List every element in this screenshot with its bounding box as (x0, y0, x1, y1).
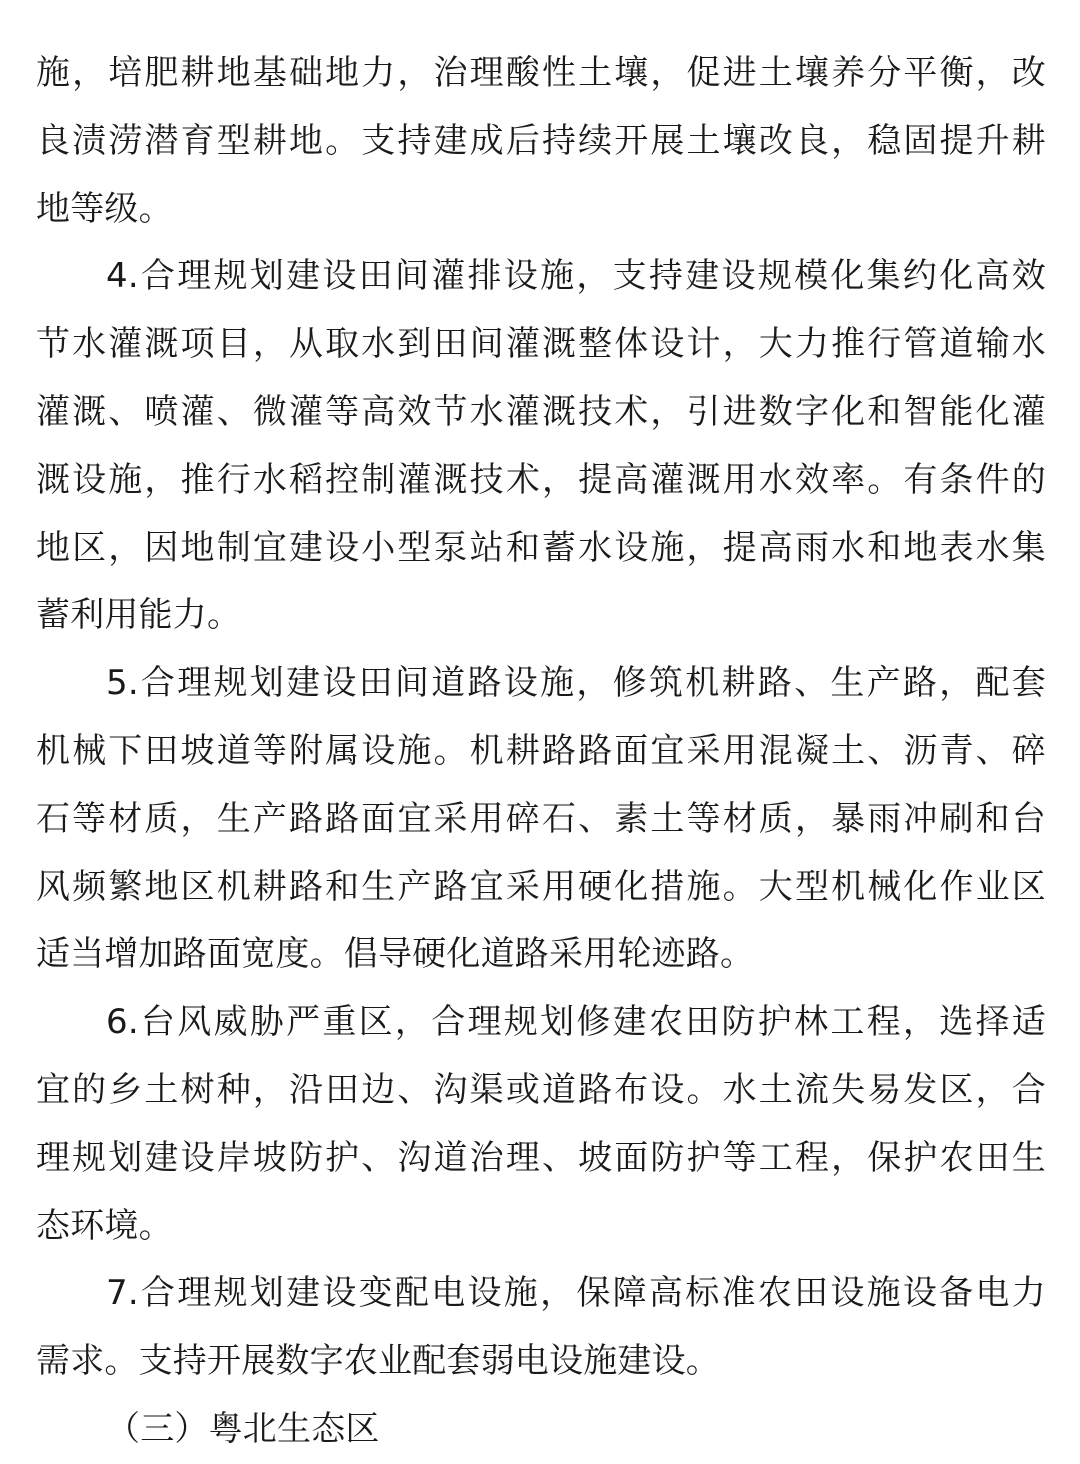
text-line: 需求。支持开展数字农业配套弱电设施建设。 (36, 1341, 720, 1382)
text-line: 蓄利用能力。 (36, 595, 242, 636)
text-line: 5.合理规划建设田间道路设施，修筑机耕路、生产路，配套 (106, 663, 1046, 704)
text-line: 灌溉、喷灌、微灌等高效节水灌溉技术，引进数字化和智能化灌 (36, 391, 1046, 432)
text-line: 良渍涝潜育型耕地。支持建成后持续开展土壤改良，稳固提升耕 (36, 120, 1046, 161)
section-heading (36, 1396, 1046, 1464)
text-line: 适当增加路面宽度。倡导硬化道路采用轮迹路。 (36, 934, 755, 975)
text-line: 地区，因地制宜建设小型泵站和蓄水设施，提高雨水和地表水集 (36, 527, 1046, 568)
text-line: 机械下田坡道等附属设施。机耕路路面宜采用混凝土、沥青、碎 (36, 730, 1046, 771)
text-line: 石等材质，生产路路面宜采用碎石、素土等材质，暴雨冲刷和台 (36, 798, 1046, 839)
paragraph-item-6 (36, 989, 1046, 1260)
document-page (36, 40, 1046, 1464)
paragraph-continuation (36, 40, 1046, 243)
text-line: 理规划建设岸坡防护、沟道治理、坡面防护等工程，保护农田生 (36, 1137, 1046, 1178)
text-line: 节水灌溉项目，从取水到田间灌溉整体设计，大力推行管道输水 (36, 324, 1046, 365)
heading-line: （三）粤北生态区 (106, 1408, 380, 1449)
text-line: 4.合理规划建设田间灌排设施，支持建设规模化集约化高效 (106, 256, 1046, 297)
text-line: 7.合理规划建设变配电设施，保障高标准农田设施设备电力 (106, 1273, 1046, 1314)
text-line: 态环境。 (36, 1205, 173, 1246)
text-line: 风频繁地区机耕路和生产路宜采用硬化措施。大型机械化作业区 (36, 866, 1046, 907)
text-line: 6.台风威胁严重区，合理规划修建农田防护林工程，选择适 (106, 1002, 1046, 1043)
text-line: 溉设施，推行水稻控制灌溉技术，提高灌溉用水效率。有条件的 (36, 459, 1046, 500)
paragraph-item-5 (36, 650, 1046, 989)
text-line: 施，培肥耕地基础地力，治理酸性土壤，促进土壤养分平衡，改 (36, 53, 1046, 93)
paragraph-item-4 (36, 243, 1046, 650)
text-line: 地等级。 (36, 188, 173, 229)
paragraph-item-7 (36, 1260, 1046, 1396)
text-line: 宜的乡土树种，沿田边、沟渠或道路布设。水土流失易发区，合 (36, 1069, 1046, 1110)
